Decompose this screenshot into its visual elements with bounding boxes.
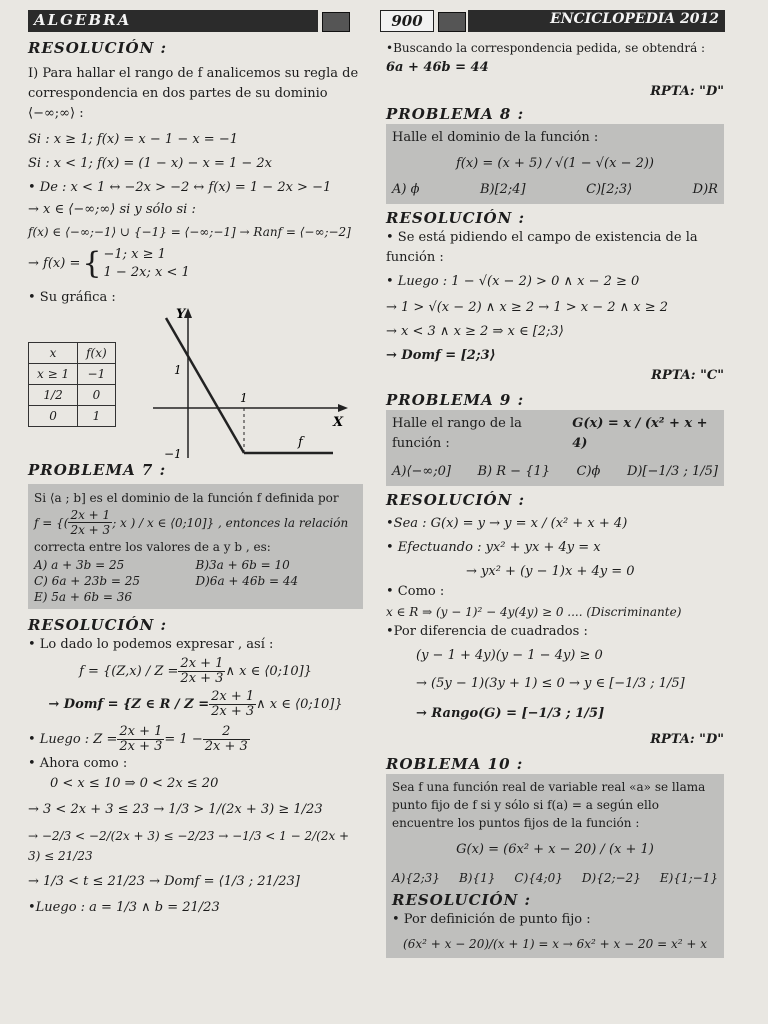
res7-eq [28,690,363,719]
p7-text: correcta entre los valores de a y b , es: [34,540,271,554]
res10-line: • Por definición de punto fijo : [392,912,591,927]
left-column [28,38,363,918]
res8-line: • Luego : 1 − √(x − 2) > 0 ∧ x − 2 ≥ 0 [386,274,640,289]
res7-fraction [209,690,256,719]
res7-eq [28,725,363,754]
header-book: ENCICLOPEDIA 2012 [550,11,719,27]
res7-fraction [178,657,225,686]
p9-row [392,414,718,454]
graph-line-decreasing [166,318,244,453]
tick-label: 1 [240,391,248,405]
res10-line: (6x² + x − 20)/(x + 1) = x → 6x² + x − 20 = x² + x [403,937,707,951]
header-title: ALGEBRA [34,11,132,29]
table-header: x [29,343,78,364]
problem-9-title: PROBLEMA 9 : [386,391,525,409]
logo-icon [322,12,350,32]
res7-eq [28,657,363,686]
frac-num: 2x + 1 [211,689,255,704]
tick-label: 1 [174,363,182,377]
frac-den: 2x + 3 [119,739,163,754]
frac-num: 2 [203,725,250,740]
option: D){2;−2} [581,871,641,885]
res8-line: → 1 > √(x − 2) ∧ x ≥ 2 → 1 > x − 2 ∧ x ≥ 2 [386,300,669,315]
table-cell: 1/2 [29,385,78,406]
p9-function: G(x) = x / (x² + x + 4) [572,416,708,451]
problem-7-box [28,484,363,609]
x-arrow-icon [338,404,348,412]
option: B){1} [458,871,496,885]
res7-eq-pre: • Luego : Z = [28,731,118,747]
piece-prefix: → f(x) = [28,256,81,271]
option: A)⟨−∞;0] [392,464,451,479]
brace-icon: { [82,246,102,281]
option: C)ϕ [576,464,601,479]
frac-num: 2x + 1 [180,656,224,671]
table-cell: 0 [29,406,78,427]
p10-options [392,868,718,888]
res7-line: • Lo dado lo podemos expresar , así : [28,637,274,652]
res1-line: • De : x < 1 ↔ −2x > −2 ↔ f(x) = 1 − 2x > −1 [28,180,332,195]
function-graph [148,308,348,468]
logo-icon [438,12,466,32]
option: D)[−1/3 ; 1/5] [626,464,718,479]
graph-caption: • Su gráfica : [28,290,116,305]
curve-label: f [298,435,303,450]
res7-eq-pre: → Domf = {Z ∈ R / Z = [48,696,210,712]
table-cell: 1 [78,406,116,427]
option: A) a + 3b = 25 [34,558,125,572]
piecewise-function [28,246,363,282]
res8-line: • Se está pidiendo el campo de existencia de la función : [386,230,698,265]
p9-options [392,462,718,482]
problem-10-box [386,774,724,958]
p7-frac-den: 2x + 3 [70,523,111,537]
answer-label: RPTA: "D" [650,84,724,99]
option: E){1;−1} [659,871,718,885]
res7-line: → −2/3 < −2/(2x + 3) ≤ −2/23 → −1/3 < 1 − 2/(2x + 3) ≤ 21/23 [28,829,350,863]
page-header [28,10,725,32]
option: C)[2;3⟩ [586,182,633,197]
res8-line: → x < 3 ∧ x ≥ 2 ⇒ x ∈ [2;3⟩ [386,324,564,339]
right-column [386,38,724,958]
res9-line: •Por diferencia de cuadrados : [386,624,588,639]
table-cell: −1 [78,364,116,385]
x-axis-label: X [333,415,344,430]
res7-eq-pre: f = {(Z,x) / Z = [79,663,179,679]
res7-eq-post: ∧ x ∈ ⟨0;10]} [256,696,343,712]
res1-intro: I) Para hallar el rango de f analicemos su regla de correspondencia en dos partes de su dominio ⟨−∞;∞⟩ : [28,66,359,121]
problem-7-title: PROBLEMA 7 : [28,461,167,479]
resolution-heading: RESOLUCIÓN : [28,616,168,634]
frac-den: 2x + 3 [211,704,255,719]
res1-line: Si : x ≥ 1; f(x) = x − 1 − x = −1 [28,132,238,147]
option: B)[2;4] [479,182,526,197]
r-line: •Buscando la correspondencia pedida, se obtendrá : [386,41,706,55]
option: E) 5a + 6b = 36 [34,590,132,604]
resolution-heading: RESOLUCIÓN : [386,209,526,227]
p8-text: Halle el dominio de la función : [392,130,599,145]
page-number: 900 [380,10,434,32]
frac-den: 2x + 3 [204,739,248,754]
problem-8-title: PROBLEMA 8 : [386,105,525,123]
r-line: 6a + 46b = 44 [386,60,489,75]
piece-row: −1; x ≥ 1 [103,247,166,262]
p7-fraction [68,508,112,537]
res7-fraction [203,725,250,754]
answer-label: RPTA: "D" [650,732,724,747]
res7-line: •Luego : a = 1/3 ∧ b = 21/23 [28,900,220,915]
p10-function: G(x) = (6x² + x − 20) / (x + 1) [456,842,654,857]
res7-fraction [117,725,164,754]
res7-line: 0 < x ≤ 10 ⇒ 0 < 2x ≤ 20 [50,776,219,791]
table-header: f(x) [78,343,116,364]
table-cell: 0 [78,385,116,406]
p7-frac-num: 2x + 1 [70,508,111,522]
resolution-heading: RESOLUCIÓN : [386,491,526,509]
p7-set-post: ; x ) / x ∈ ⟨0;10]} , entonces la relación [112,515,349,530]
res7-line: → 3 < 2x + 3 ≤ 23 → 1/3 > 1/(2x + 3) ≥ 1/23 [28,802,323,817]
res9-line: → (5y − 1)(3y + 1) ≤ 0 → y ∈ [−1/3 ; 1/5] [416,676,685,691]
res1-line: Si : x < 1; f(x) = (1 − x) − x = 1 − 2x [28,156,273,171]
res1-line: f(x) ∈ ⟨−∞;−1⟩ ∪ {−1} = ⟨−∞;−1] → Ranf = ⟨−∞;−2] [28,225,351,239]
problem-10-title: ROBLEMA 10 : [386,755,524,773]
y-axis-label: Y [176,308,186,322]
res9-line: (y − 1 + 4y)(y − 1 − 4y) ≥ 0 [416,648,603,663]
option: B) R − {1} [477,464,551,479]
answer-label: RPTA: "C" [651,368,724,383]
problem-8-box [386,124,724,204]
graph-area [28,308,363,468]
option: D)R [692,182,718,197]
p10-text: Sea f una función real de variable real «a» se llama punto fijo de f si y sólo si f(a) = a según ello encuentre los puntos fijos de la función : [392,780,706,830]
p9-text: Halle el rango de la función : [392,416,522,451]
res9-line: x ∈ R ⇒ (y − 1)² − 4y(4y) ≥ 0 .... (Discriminante) [386,605,682,619]
frac-num: 2x + 1 [119,724,163,739]
resolution-heading: RESOLUCIÓN : [392,891,532,909]
option: A){2;3} [392,871,440,885]
resolution-heading: RESOLUCIÓN : [28,39,168,57]
res7-line: → 1/3 < t ≤ 21/23 → Domf = ⟨1/3 ; 21/23] [28,874,300,889]
option: C){4;0} [514,871,563,885]
values-table [28,342,116,427]
res1-line: → x ∈ ⟨−∞;∞⟩ si y sólo si : [28,202,196,217]
res9-line: → Rango(G) = [−1/3 ; 1/5] [416,706,605,721]
frac-den: 2x + 3 [180,671,224,686]
p7-options [34,557,357,605]
piece-row: 1 − 2x; x < 1 [103,265,190,280]
p8-options [392,180,718,200]
res7-eq-mid: = 1 − [164,731,203,747]
p7-set [34,508,357,537]
option: A) ϕ [392,182,420,197]
table-cell: x ≥ 1 [29,364,78,385]
tick-label: −1 [164,447,182,461]
p7-set-pre: f = {( [34,515,69,530]
res9-line: → yx² + (y − 1)x + 4y = 0 [466,564,635,579]
res9-line: • Efectuando : yx² + yx + 4y = x [386,540,601,555]
res9-line: •Sea : G(x) = y → y = x / (x² + x + 4) [386,516,628,531]
problem-9-box [386,410,724,486]
res9-line: • Como : [386,584,445,599]
p7-text: Si ⟨a ; b] es el dominio de la función f definida por [34,491,339,505]
res7-eq-post: ∧ x ∈ ⟨0;10]} [225,663,312,679]
option: D)6a + 46b = 44 [195,574,299,588]
res7-line: • Ahora como : [28,756,128,771]
p8-function: f(x) = (x + 5) / √(1 − √(x − 2)) [455,156,655,171]
res8-line: → Domf = [2;3⟩ [386,348,496,363]
option: B)3a + 6b = 10 [195,558,290,572]
option: C) 6a + 23b = 25 [34,574,141,588]
